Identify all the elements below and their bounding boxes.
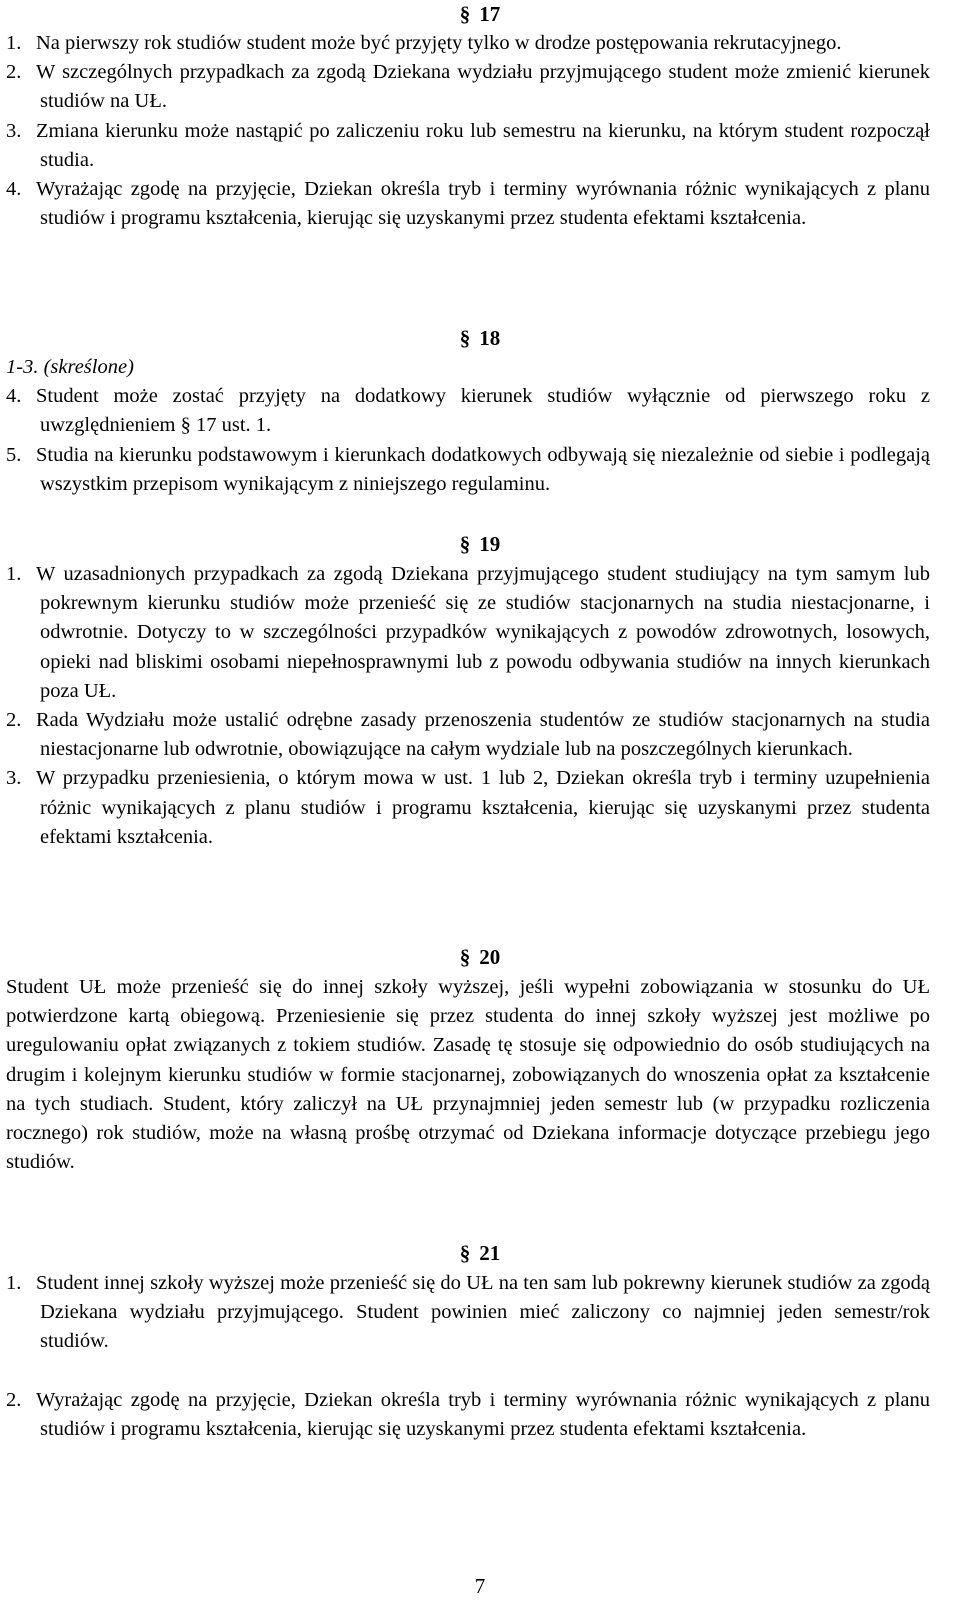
section-symbol: § (459, 1241, 471, 1265)
section-symbol: § (459, 2, 471, 26)
item-number: 1. (6, 32, 22, 54)
struck-items-note: 1-3. (skreślone) (6, 356, 134, 378)
paragraph-item (6, 117, 930, 175)
item-number: 2. (6, 709, 22, 732)
section-21-body (6, 1269, 930, 1444)
item-text: Wyrażając zgodę na przyjęcie, Dziekan określa tryb i terminy wyrównania różnic wynikających z planu studiów i programu kształcenia, kierując się uzyskanymi przez studenta efektami kształcenia. (36, 1388, 930, 1440)
item-text: Rada Wydziału może ustalić odrębne zasady przenoszenia studentów ze studiów stacjonarnych na studia niestacjonarne lub odwrotnie, obowiązujące na całym wydziale lub na poszczególnych kierunkach. (36, 709, 930, 761)
item-number: 4. (6, 385, 22, 408)
section-number: 18 (479, 326, 501, 350)
paragraph-item (6, 1386, 930, 1444)
item-number: 5. (6, 443, 22, 466)
item-text: W uzasadnionych przypadkach za zgodą Dziekana przyjmującego student studiujący na tym samym lub pokrewnym kierunku studiów może przenieść się ze studiów stacjonarnych na studia niestacjonarne, i odwrotnie. Dotyczy to w szczególności przypadków wynikających z powodów zdrowotnych, losowych, opieki nad bliskimi osobami niepełnosprawnymi lub z powodu odbywania studiów na innych kierunkach poza UŁ. (36, 563, 930, 702)
item-text: W szczególnych przypadkach za zgodą Dziekana wydziału przyjmującego student może zmienić kierunek studiów na UŁ. (36, 61, 930, 113)
section-symbol: § (459, 532, 471, 556)
section-heading-19 (0, 530, 960, 559)
section-paragraph: Student UŁ może przenieść się do innej szkoły wyższej, jeśli wypełni zobowiązania w stosunku do UŁ potwierdzone kartą obiegową. Przeniesienie się przez studenta do innej szkoły wyższej jest możliwe po uregulowaniu opłat związanych z tokiem studiów. Zasadę tę stosuje się odpowiednio do osób studiujących na drugim i kolejnym kierunku studiów w formie stacjonarnej, zobowiązanych do wnoszenia opłat za kształcenie na tych studiach. Student, który zaliczył na UŁ przynajmniej jeden semestr lub (w przypadku rozliczenia rocznego) rok studiów, może na własną prośbę otrzymać od Dziekana informacje dotyczące przebiegu jego studiów. (6, 976, 930, 1174)
item-text: Zmiana kierunku może nastąpić po zaliczeniu roku lub semestru na kierunku, na którym student rozpoczął studia. (36, 119, 930, 171)
section-number: 20 (479, 945, 501, 969)
item-number: 3. (6, 767, 22, 790)
paragraph-item (6, 764, 930, 852)
section-heading-18 (0, 324, 960, 353)
item-number: 2. (6, 1388, 22, 1411)
item-text: Student może zostać przyjęty na dodatkowy kierunek studiów wyłącznie od pierwszego roku z uwzględnieniem § 17 ust. 1. (36, 385, 930, 437)
section-heading-21 (0, 1239, 960, 1268)
paragraph-item (6, 560, 930, 706)
section-number: 19 (479, 532, 501, 556)
item-text: Wyrażając zgodę na przyjęcie, Dziekan określa tryb i terminy wyrównania różnic wynikających z planu studiów i programu kształcenia, kierując się uzyskanymi przez studenta efektami kształcenia. (36, 178, 930, 230)
paragraph-item (6, 1269, 930, 1357)
page-number: 7 (474, 1574, 486, 1598)
section-symbol: § (459, 945, 471, 969)
item-text: W przypadku przeniesienia, o którym mowa w ust. 1 lub 2, Dziekan określa tryb i terminy uzupełnienia różnic wynikających z planu studiów i programu kształcenia, kierując się uzyskanymi przez studenta efektami kształcenia. (36, 767, 930, 848)
section-20-body (6, 973, 930, 1177)
item-text: Student innej szkoły wyższej może przenieść się do UŁ na ten sam lub pokrewny kierunek studiów za zgodą Dziekana wydziału przyjmującego. Student powinien mieć zaliczony co najmniej jeden semestr/rok studiów. (36, 1272, 930, 1353)
item-number: 3. (6, 119, 22, 142)
paragraph-item (6, 58, 930, 116)
paragraph-item (6, 175, 930, 233)
section-number: 17 (479, 2, 501, 26)
section-symbol: § (459, 326, 471, 350)
item-text: Studia na kierunku podstawowym i kierunkach dodatkowych odbywają się niezależnie od siebie i podlegają wszystkim przepisom wynikającym z niniejszego regulaminu. (36, 443, 930, 495)
section-heading-20 (0, 943, 960, 972)
section-17-body (6, 29, 930, 233)
section-18-body (6, 353, 930, 499)
paragraph-item (6, 382, 930, 440)
item-number: 1. (6, 1272, 22, 1294)
paragraph-item (6, 29, 930, 58)
paragraph-item (6, 441, 930, 499)
item-number: 4. (6, 178, 22, 201)
item-number: 2. (6, 61, 22, 84)
section-19-body (6, 560, 930, 852)
item-text: Na pierwszy rok studiów student może być przyjęty tylko w drodze postępowania rekrutacyjnego. (36, 32, 842, 54)
item-number: 1. (6, 563, 22, 585)
section-number: 21 (479, 1241, 501, 1265)
paragraph-item (6, 706, 930, 764)
section-heading-17 (0, 0, 960, 29)
